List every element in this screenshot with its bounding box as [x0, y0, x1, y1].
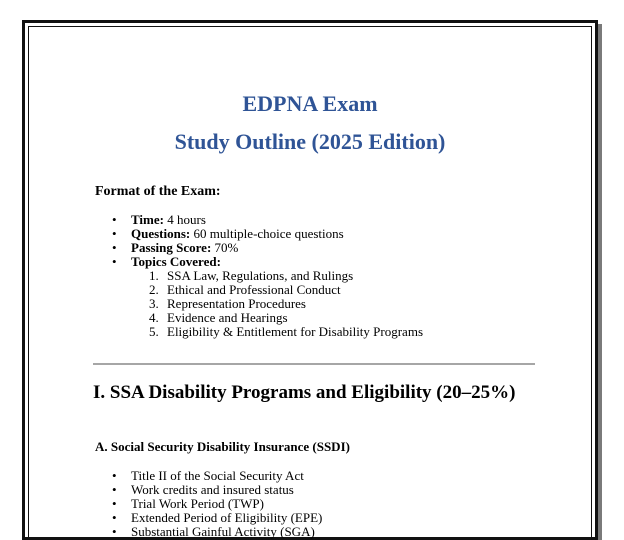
topic-item — [131, 311, 423, 325]
ssdi-item-text: Title II of the Social Security Act — [131, 468, 304, 483]
bullet-icon: • — [112, 254, 117, 269]
horizontal-rule — [93, 363, 535, 365]
format-item-value: 70% — [211, 240, 239, 255]
topic-item — [131, 269, 423, 283]
format-list — [95, 213, 423, 339]
subsection-heading: A. Social Security Disability Insurance (SSDI) — [95, 439, 350, 454]
bullet-icon: • — [112, 212, 117, 227]
format-item-passing-score — [95, 241, 423, 255]
topic-number: 2. — [149, 282, 159, 297]
ssdi-item-text: Substantial Gainful Activity (SGA) — [131, 524, 315, 539]
format-item-label: Passing Score: — [131, 240, 212, 255]
topic-item — [131, 325, 423, 339]
topic-number: 5. — [149, 324, 159, 339]
format-item-value: 4 hours — [163, 212, 206, 227]
topic-text: Ethical and Professional Conduct — [167, 282, 341, 297]
ssdi-list — [95, 469, 322, 539]
topic-number: 1. — [149, 268, 159, 283]
document-title: EDPNA Exam — [242, 91, 378, 116]
ssdi-item — [95, 469, 322, 483]
bullet-icon: • — [112, 240, 117, 255]
format-heading: Format of the Exam: — [95, 184, 221, 199]
ssdi-item-text: Trial Work Period (TWP) — [131, 496, 264, 511]
bullet-icon: • — [112, 226, 117, 241]
topic-text: Evidence and Hearings — [167, 310, 288, 325]
topics-list — [131, 269, 423, 339]
ssdi-item — [95, 511, 322, 525]
ssdi-item — [95, 497, 322, 511]
bullet-icon: • — [112, 524, 117, 539]
topic-text: Eligibility & Entitlement for Disability Programs — [167, 324, 424, 339]
topic-number: 4. — [149, 310, 159, 325]
section-heading: I. SSA Disability Programs and Eligibility (20–25%) — [93, 382, 516, 403]
format-item-questions — [95, 227, 423, 241]
topic-item — [131, 297, 423, 311]
topic-item — [131, 283, 423, 297]
ssdi-item — [95, 525, 322, 539]
format-item-label: Time: — [131, 212, 164, 227]
format-item-label: Topics Covered: — [131, 254, 221, 269]
bullet-icon: • — [112, 468, 117, 483]
format-item-value: 60 multiple-choice questions — [190, 226, 344, 241]
document-page — [22, 20, 598, 540]
format-item-label: Questions: — [131, 226, 191, 241]
topic-text: Representation Procedures — [167, 296, 306, 311]
ssdi-item-text: Extended Period of Eligibility (EPE) — [131, 510, 323, 525]
format-item-time — [95, 213, 423, 227]
bullet-icon: • — [112, 496, 117, 511]
topic-text: SSA Law, Regulations, and Rulings — [167, 268, 354, 283]
bullet-icon: • — [112, 482, 117, 497]
topic-number: 3. — [149, 296, 159, 311]
document-subtitle: Study Outline (2025 Edition) — [174, 129, 446, 154]
format-item-topics — [95, 255, 423, 339]
ssdi-item — [95, 483, 322, 497]
ssdi-item-text: Work credits and insured status — [131, 482, 294, 497]
bullet-icon: • — [112, 510, 117, 525]
